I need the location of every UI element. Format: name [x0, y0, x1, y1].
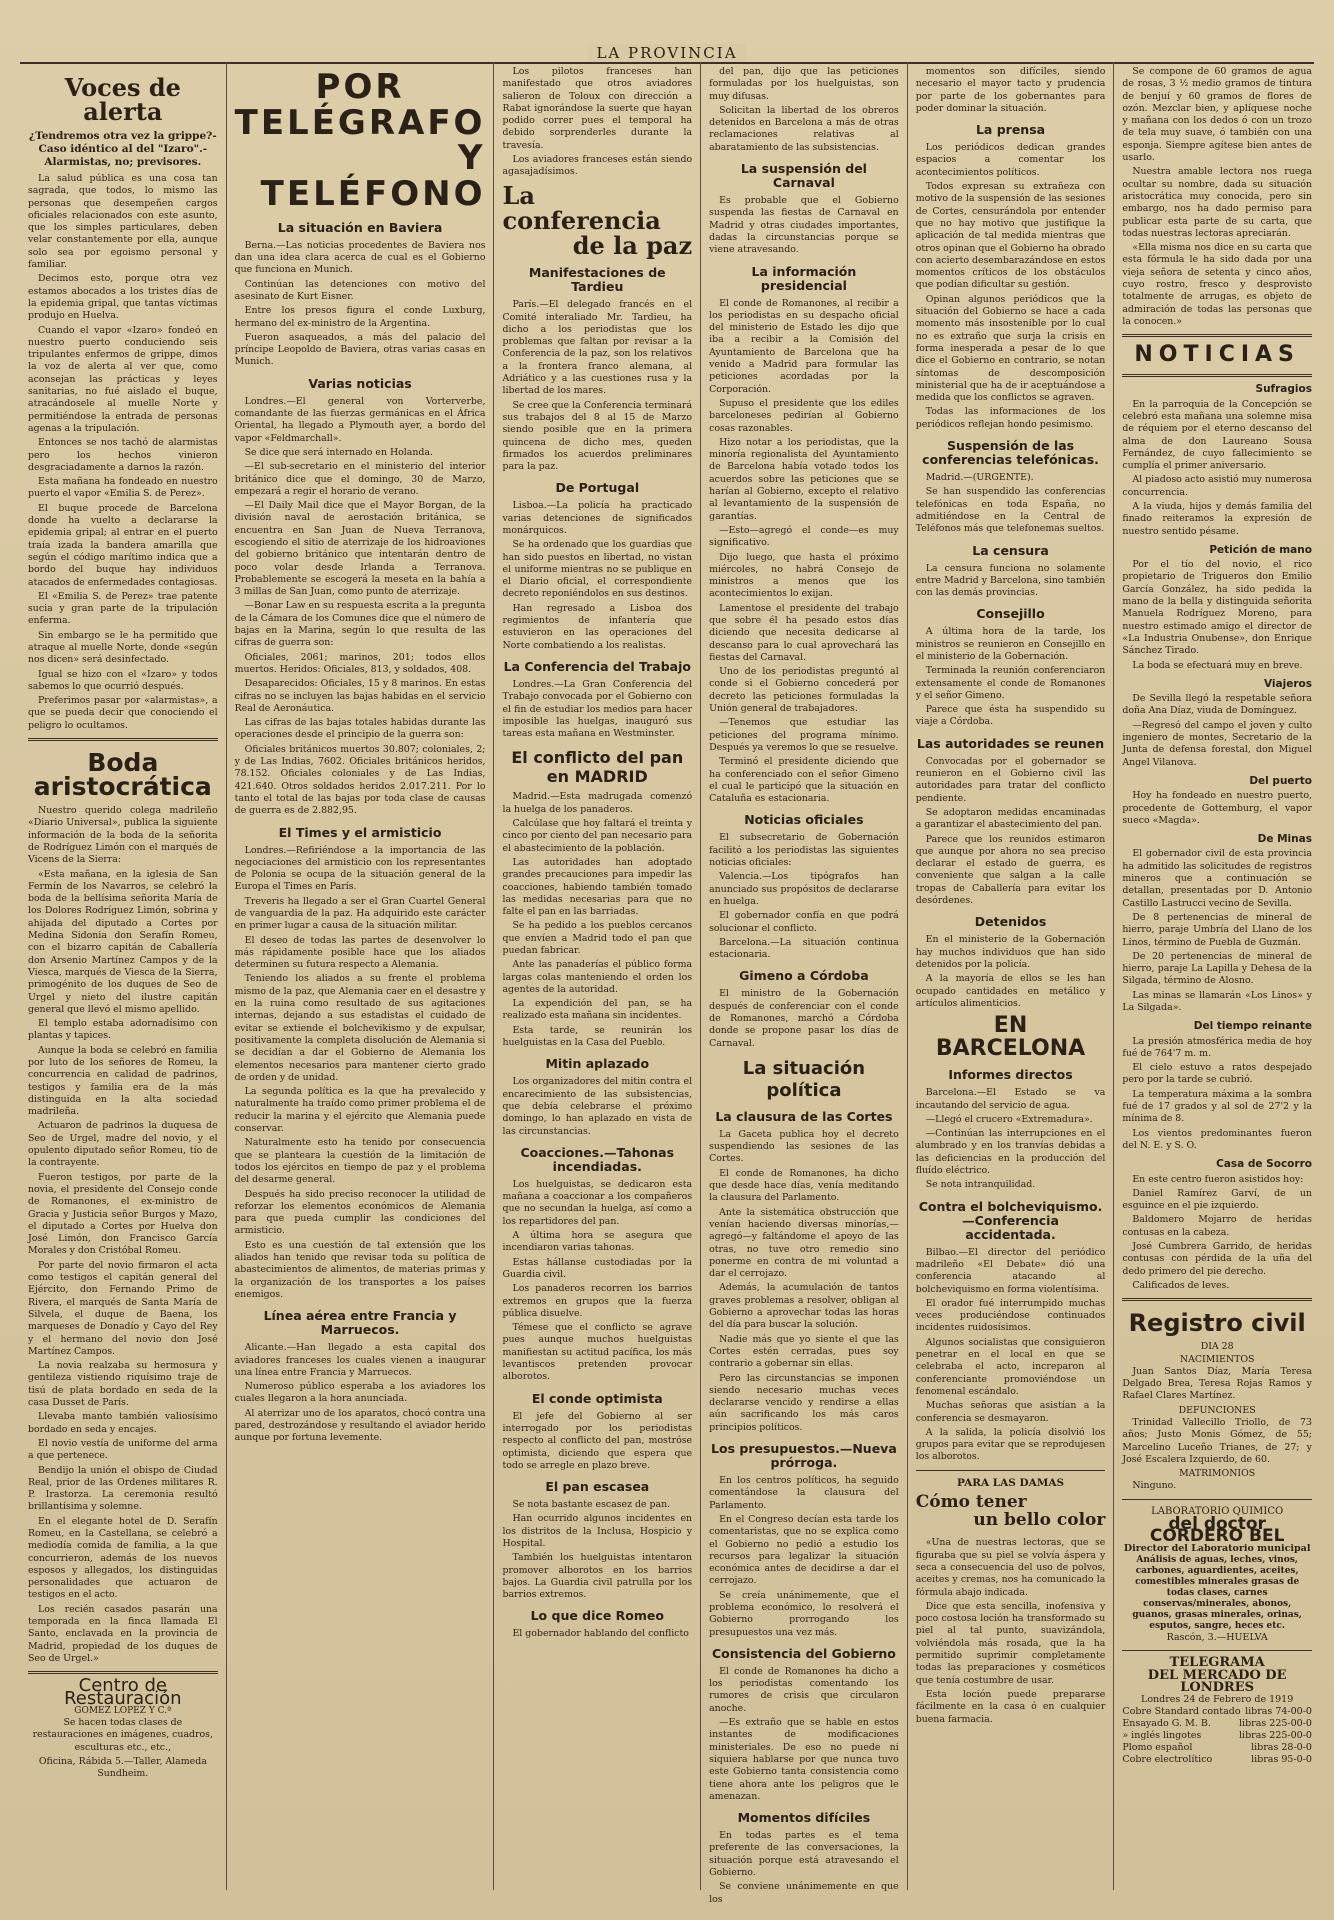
headline-bello-color: Cómo tener un bello color: [915, 1491, 1106, 1530]
price-row: [1122, 1754, 1312, 1766]
price-label: » inglés lingotes: [1122, 1730, 1202, 1742]
columns: [20, 62, 1320, 1905]
headline-barcelona: EN BARCELONA: [935, 1013, 1086, 1062]
column-6: Se compone de 60 gramos de agua de rosas, 3 ½ medio gramos de tintura de benjuí y 60 gramos de flores de ozón. Mezclar bien, y aplíquese noche y mañana con los dedos ó con un trozo de tela muy suave, ó también con una esponja. Siempre agítese bien antes de usarlo. Nuestra amable lectora nos ruega ocultar su nombre, dada su situación aristocrática muy conocida, pero sin embargo, nos ha dado permiso para publicar esta parte de su carta, que todas nuestras lectoras apreciarán. «Ella misma nos dice en su carta que esta fórmula le ha sido dada por una vieja señora de setenta y cinco años, cuyo rostro, fresco y desprovisto totalmente de arrugas, es objeto de admiración de todas las personas que la conocen.» NOTICIAS Sufragios En la parroquia de la Concepción se celebró esta mañana una solemne misa de réquiem por el eterno descanso del alma de don Laureano Sousa Fernández, de cuyo fallecimiento se cumplía el primer aniversario. Al piadoso acto asistió muy numerosa concurrencia. A la viuda, hijos y demás familia del finado reiteramos la expresión de nuestro sentido pésame. Petición de mano Por el tío del novio, el rico propietario de Trigueros don Emilio García González, ha sido pedida la mano de la bella y distinguida señorita Manuela Rodríguez Moreno, para nuestro estimado amigo el director de «La Industria Onubense», don Enrique Sánchez Tirado. La boda se efectuará muy en breve. Viajeros De Sevilla llegó la respetable señora doña Ana Díaz, viuda de Domínguez. —Regresó del campo el joven y culto ingeniero de montes, Secretario de la Junta de defensa forestal, don Miguel Angel Vilanova. Del puerto Hoy ha fondeado en nuestro puerto, procedente de Gottemburg, el vapor sueco «Magda». De Minas El gobernador civil de esta provincia ha admitido las solicitudes de registros mineros que a continuación se detallan, presentadas por D. Antonio Castillo Lastrucci vecino de Sevilla. De 8 pertenencias de mineral de hierro, paraje Umbría del Llano de los Linos, término de Puebla de Guzmán. De 20 pertenencias de mineral de hierro, paraje La Lapilla y Dehesa de la Silgada, término de Alosno. Las minas se llamarán «Los Linos» y La Silgada». Del tiempo reinante La presión atmosférica media de hoy fué de 764'7 m. m. El cielo estuvo a ratos despejado pero por la tarde se cubrió. La temperatura máxima a la sombra fué de 17 grados y al sol de 27'2 y la mínima de 8. Los vientos predominantes fueron del N. E. y S. O. Casa de Socorro En este centro fueron asistidos hoy: Daniel Ramírez Garví, de un esguince en el pie izquierdo. Baldomero Mojarro de heridas contusas en la cabeza. José Cumbrera Garrido, de heridas contusas con pérdida de la uña del dedo primero del pie derecho. Calificados de leves. Registro civil DIA 28 NACIMIENTOS Juan Santos Díaz, María Teresa Delgado Brea, Teresa Rojas Ramos y Rafael Clares Martínez. DEFUNCIONES Trinidad Vallecillo Triollo, de 73 años; Justo Monis Gómez, de 55; Marcelino Luceño Trianes, de 27; y José Escalera Izquierdo, de 60. MATRIMONIOS Ninguno. LABORATORIO QUIMICO del doctor CORDERO BEL Director del Laboratorio municipal Análisis de aguas, leches, vinos, carbones, aguardientes, aceites, comestibles minerales grasas de todas clases, carnes conservas/minerales, abonos, guanos, grasas minerales, orinas, esputos, sangre, heces etc. Rascón, 3.—HUELVA TELEGRAMA DEL MERCADO DE LONDRES Londres 24 de Febrero de 1919 Cobre Standard contado libras 74-00-0 Ensayado G. M. B. libras 225-00-0 » inglés lingotes libras 225-00-0 Plomo español libras 28-0-0 Cobre electrolítico libras 95-0-0: [1122, 66, 1312, 1766]
headline-telegrafo: POR TELÉGRAFO Y TELÉFONO: [234, 67, 486, 215]
price-row: [1122, 1718, 1312, 1730]
column-2: POR TELÉGRAFO Y TELÉFONO La situación en Baviera Berna.—Las noticias procedentes de Baviera nos dan una idea clara acerca de cual es el Gobierno que funciona en Munich. Continúan las detenciones con motivo del asesinato de Kurt Eisner. Entre los presos figura el conde Luxburg, hermano del ex-ministro de la Argentina. Fueron asaqueados, a más del palacio del príncipe Leopoldo de Baviera, otras varias casas en Munich. Varias noticias Londres.—El general von Vorterverbe, comandante de las fuerzas germánicas en el África Oriental, ha llegado a Plymouth ayer, a bordo del vapor «Feldmarchall». Se dice que será internado en Holanda. —El sub-secretario en el ministerio del interior británico dice que el domingo, 30 de Marzo, empezará a regir el horario de verano. —El Daily Mail dice que el Mayor Borgan, de la división naval de aerostación británica, se encuentra en San Juan de Nueva Terranova, escogiendo el sitio de aterrizaje de los hidroaviones del gobierno británico que intentarán dentro de poco volar desde Irlanda a Terranova. Probablemente se escogerá la meseta en la bahía a 3 millas de San Juan, como punto de aterrizaje. —Bonar Law en su respuesta escrita a la pregunta de la Cámara de los Comunes dice que el número de bajas en la Marina, según lo que resulta de las cifras de guerra son: Oficiales, 2061; marinos, 201; todos ellos muertos. Heridos: Oficiales, 813, y soldados, 408. Desaparecidos: Oficiales, 15 y 8 marinos. En estas cifras no se incluyen las bajas habidas en el servicio Real de Aeronáutica. Las cifras de las bajas totales habidas durante las operaciones desde el principio de la guerra son: Oficiales británicos muertos 30.807; coloniales, 2; y de Las Indias, 7602. Oficiales británicos heridos, 78.152. Oficiales coloniales y de Las Indias, 421.640. Otros soldados heridos 2.017.211. Por lo tanto el total de las bajas por toda clase de causas de guerra es de 2.882,95. El Times y el armisticio Londres.—Refiriéndose a la importancia de las negociaciones del armisticio con los representantes de Polonia se ocupa de la situación general de la Europa el Times en París. Treveris ha llegado a ser el Gran Cuartel General de vanguardia de la paz. Ha adquirido este carácter en primer lugar a causa de la situación militar. El deseo de todas las partes de desenvolver lo más rápidamente posible hace que los aliados determinen su futura respecto a Alemania. Teniendo los aliados a su frente el problema mismo de la paz, que Alemania caer en el desastre y en la ruina como resultado de sus agitaciones internas, dejando a sus estadistas el cuidado de evitar se extiende el bolchevikismo y de expulsar, positivamente la completa disolución de Alemania si se decidían a dar el Gobierno de Alemania los elementos necesarios para mantener cierto grado de orden y de unidad. La segunda política es la que ha prevalecido y naturalmente ha traído como primer problema el de reducir la marina y el ejército que Alemania puede conservar. Naturalmente esto ha tenido por consecuencia que se planteara la cuestión de la limitación de todos los ejércitos en tiempo de paz y el problema del desarme general. Después ha sido preciso reconocer la utilidad de reforzar los elementos económicos de Alemania para que pueda cumplir las condiciones del armisticio. Esto es una cuestión de tal extensión que los aliados han tenido que revisar toda su política de abastecimientos de alimentos, de materias primas y la organización de los transportes a los países enemigos. Línea aérea entre Francia y Marruecos. Alicante.—Han llegado a esta capital dos aviadores franceses los cuales vienen a inaugurar una línea entre Francia y Marruecos. Numeroso público esperaba a los aviadores los cuales llegaron a la hora anunciada. Al aterrizar uno de los aparatos, chocó contra una pared, destrozándose y resultando el aviador herido aunque por fortuna levemente.: [227, 62, 495, 1890]
price-value: libras 225-00-0: [1239, 1718, 1312, 1730]
price-label: Cobre Standard contado: [1122, 1706, 1241, 1718]
column-1: Voces de alerta ¿Tendremos otra vez la grippe?-Caso idéntico al del "Izaro".-Alarmistas, no; previsores. La salud pública es una cosa tan sagrada, que todos, lo mismo las personas que desempeñen cargos oficiales relacionados con este asunto, que los simples particulares, deben velar constantemente por ella, aunque solo sea por egoismo personal y familiar. Decimos esto, porque otra vez estamos abocados a los tristes días de la epidemia gripal, que tantas víctimas produjo en Huelva. Cuando el vapor «Izaro» fondeó en nuestro puerto conduciendo seis tripulantes enfermos de grippe, dimos la voz de alerta al ver que, como aconsejan las prácticas y leyes sanitarias, no fué aislado el buque, atracándosele al muelle Norte y permitiéndose la entrada de personas agenas a la tripulación. Entonces se nos tachó de alarmistas pero los hechos vinieron desgraciadamente a darnos la razón. Esta mañana ha fondeado en nuestro puerto el vapor «Emilia S. de Perez». El buque procede de Barcelona donde ha vuelto a declararse la epidemia gripal; al entrar en el puerto traía izada la bandera amarilla que según el código marítimo indica que a bordo del buque hay individuos atacados de enfermedades contagiosas. El «Emilia S. de Perez» trae patente sucia y gran parte de la tripulación enferma. Sin embargo se le ha permitido que atraque al muelle Norte, donde «según nos dicen» será desinfectado. Igual se hizo con el «Izaro» y todos sabemos lo que ocurrió después. Preferimos pasar por «alarmistas», a que se pueda decir que conociendo el peligro lo ocultamos. Boda aristocrática Nuestro querido colega madrileño «Diario Universal», publica la siguiente información de la boda de la señorita de Rodríguez Limón con el marqués de Vicens de la Sierra: «Esta mañana, en la iglesia de San Fermín de los Navarros, se celebró la boda de la bellísima señorita María de los Dolores Rodríguez Limón, sobrina y ahijada del diputado a Cortes por Medina Sidonia don Serafín Romeu, con el bizarro capitán de Caballería don Arsenio Martínez Campos y de la Viesca, marqués de Viesca de la Sierra, primogénito de los duques de Seo de Urgel y nieto del ilustre capitán general que llevó el mismo apellido. El templo estaba adornadísimo con plantas y tapices. Aunque la boda se celebró en familia por luto de los señores de Romeu, la concurrencia en calidad de padrinos, testigos y familia era de la más distinguida en la alta sociedad madrileña. Actuaron de padrinos la duquesa de Seo de Urgel, madre del novio, y el opulento diputado señor Romeu, tío de la contrayente. Fueron testigos, por parte de la novia, el presidente del Consejo conde de Romanones, el ex-ministro de Gracia y Justicia señor Burgos y Mazo, el diputado a Cortes por Huelva don José Limón, don Francisco García Morales y don Cristóbal Romeu. Por parte del novio firmaron el acta como testigos el capitán general del Ejército, don Fernando Primo de Rivera, el marqués de Santa María de Silvela, el duque de Baena, los marqueses de Donadío y Cayo del Rey y el hermano del novio don José Martínez Campos. La novia realzaba su hermosura y gentileza vistiendo riquísimo traje de tisú de plata bordado en seda de la casa Dusset de París. Llevaba manto también valiosísimo bordado en seda y encajes. El novio vestía de uniforme del arma a que pertenece. Bendijo la unión el obispo de Ciudad Real, prior de las Ordenes militares R. P. Irastorza. La ceremonia resultó brillantísima y solemne. En el elegante hotel de D. Serafín Romeu, en la Castellana, se celebró a mediodía comida de familia, a la que concurrieron, además de los nuevos esposos y allegados, los distinguidas personalidades que actuaron de testigos en el acto. Los recién casados pasarán una temporada en la finca llamada El Santo, enclavada en la provincia de Madrid, propiedad de los duques de Seo de Urgel.» Centro de Restauración GOMEZ LOPEZ Y C.ª Se hacen todas clases de restauraciones en imágenes, cuadros, esculturas etc., etc., Oficina, Rábida 5.—Taller, Alameda Sundheim.: [20, 62, 227, 1890]
price-value: libras 95-0-0: [1251, 1754, 1312, 1766]
ad-restauracion: Centro de Restauración GOMEZ LOPEZ Y C.ª Se hacen todas clases de restauraciones en imágenes, cuadros, esculturas etc., etc., Oficina, Rábida 5.—Taller, Alameda Sundheim.: [32, 1675, 213, 1780]
column-3: Los pilotos franceses han manifestado que otros aviadores salieron de Toloux con dirección a Rabat ignorándose la suerte que hayan podido correr pues el temporal ha debido sorprenderles durante la travesía. Los aviadores franceses están siendo agasajadísimos. La conferencia de la paz Manifestaciones de Tardieu París.—El delegado francés en el Comité interaliado Mr. Tardieu, ha dicho a los periodistas que los problemas que faltan por revisar a la Conferencia de la paz, son los relativos a la frontera franco alemana, al Adriático y a las cuestiones rusa y la libertad de los mares. Se cree que la Conferencia terminará sus trabajos del 8 al 15 de Marzo siendo posible que en la primera quincena de dicho mes, queden firmados los acuerdos preliminares para la paz. De Portugal Lisboa.—La policía ha practicado varias detenciones de significados monárquicos. Se ha ordenado que los guardias que han sido puestos en libertad, no vistan el uniforme mientras no se publique en el Diario oficial, el correspondiente decreto reponiéndolos en sus destinos. Han regresado a Lisboa dos regimientos de infantería que estuvieron en las operaciones del Norte combatiendo a los realistas. La Conferencia del Trabajo Londres.—La Gran Conferencia del Trabajo convocada por el Gobierno con el fin de estudiar los medios para hacer imposible las huelgas, inauguró sus tareas esta mañana en Westminster. El conflicto del pan en MADRID Madrid.—Esta madrugada comenzó la huelga de los panaderos. Calcúlase que hoy faltará el treinta y cinco por ciento del pan necesario para el abastecimiento de la población. Las autoridades han adoptado grandes precauciones para impedir las coacciones, habiendo también tomado las medidas necesarias para que no falte el pan en las barriadas. Se ha pedido a los pueblos cercanos que envíen a Madrid todo el pan que puedan fabricar. Ante las panaderías el público forma largas colas manteniendo el orden los agentes de la autoridad. La expendición del pan, se ha realizado esta mañana sin incidentes. Esta tarde, se reunirán los huelguistas en la Casa del Pueblo. Mitin aplazado Los organizadores del mitin contra el encarecimiento de las subsistencias, que debía celebrarse el próximo domingo, lo han aplazado en vista de las circunstancias. Coacciones.—Tahonas incendiadas. Los huelguistas, se dedicaron esta mañana a coaccionar a los compañeros que no secundan la huelga, así como a los repartidores del pan. A última hora se asegura que incendiaron varias tahonas. Estas hállanse custodiadas por la Guardia civil. Los panaderos recorren los barrios extremos en grupos que la fuerza pública disuelve. Témese que el conflicto se agrave pues aunque muchos huelguistas manifiestan su actitud pacífica, los más levantiscos pretenden provocar alborotos. El conde optimista El jefe del Gobierno al ser interrogado por los periodistas respecto al conflicto del pan, mostróse optimista, diciendo que espera que todo se arregle en plazo breve. El pan escasea Se nota bastante escasez de pan. Han ocurrido algunos incidentes en los distritos de la Inclusa, Hospicio y Hospital. También los huelguistas intentaron promover alborotos en los barrios bajos. La Guardia civil patrulla por los barrios extremos. Lo que dice Romeo El gobernador hablando del conflicto: [494, 62, 701, 1890]
price-label: Plomo español: [1122, 1742, 1193, 1754]
headline-conferencia: La conferencia de la paz: [502, 180, 693, 261]
telegrama-mercado: TELEGRAMA DEL MERCADO DE LONDRES Londres 24 de Febrero de 1919 Cobre Standard contado libras 74-00-0 Ensayado G. M. B. libras 225-00-0 » inglés lingotes libras 225-00-0 Plomo español libras 28-0-0 Cobre electrolítico libras 95-0-0: [1122, 1655, 1312, 1766]
headline-noticias: NOTICIAS: [1134, 342, 1300, 368]
price-value: libras 74-00-0: [1245, 1706, 1312, 1718]
price-row: [1122, 1742, 1312, 1754]
ad-laboratorio: LABORATORIO QUIMICO del doctor CORDERO BEL Director del Laboratorio municipal Análisis de aguas, leches, vinos, carbones, aguardientes, aceites, comestibles minerales grasas de todas clases, carnes conservas/minerales, abonos, guanos, grasas minerales, orinas, esputos, sangre, heces etc. Rascón, 3.—HUELVA: [1123, 1505, 1311, 1643]
column-4: del pan, dijo que las peticiones formuladas por los huelguistas, son muy difusas. Solicitan la libertad de los obreros detenidos en Barcelona a más de otras reclamaciones relativas al abaratamiento de las subsistencias. La suspensión del Carnaval Es probable que el Gobierno suspenda las fiestas de Carnaval en Madrid y otras ciudades importantes, dadas la circunstancias porque se viene atravesando. La información presidencial El conde de Romanones, al recibir a los periodistas en su despacho oficial del ministerio de Estado les dijo que iba a recibir a la Comisión del Ayuntamiento de Barcelona que ha venido a Madrid para formular las peticiones acordadas por la Corporación. Supuso el presidente que los ediles barceloneses pedirían al Gobierno cosas razonables. Hizo notar a los periodistas, que la minoría regionalista del Ayuntamiento de Barcelona había votado todos los acuerdos sobre las peticiones que se harían al Gobierno, excepto el relativo al levantamiento de la suspensión de garantías. —Esto—agregó el conde—es muy significativo. Dijo luego, que hasta el próximo miércoles, no habrá Consejo de ministros a menos que los acontecimientos lo exijan. Lamentose el presidente del trabajo que sobre él ha pesado estos días diciendo que necesita dedicarse al descanso para lo cual aprovechará las fiestas del Carnaval. Uno de los periodistas preguntó al conde si el Gobierno concederá por decreto las peticiones formuladas la Unión general de trabajadores. —Tenemos que estudiar las peticiones del programa mínimo. Después ya veremos lo que se resuelve. Terminó el presidente diciendo que ha conferenciado con el señor Gimeno el cual le participó que la situación en Cataluña es estacionaria. Noticias oficiales El subsecretario de Gobernación facilitó a los periodistas las siguientes noticias oficiales: Valencia.—Los tipógrafos han anunciado sus propósitos de declararse en huelga. El gobernador confía en que podrá solucionar el conflicto. Barcelona.—La situación continua estacionaria. Gimeno a Córdoba El ministro de la Gobernación después de conferenciar con el conde de Romanones, marchó a Córdoba donde se propone pasar los días de Carnaval. La situación política La clausura de las Cortes La Gaceta publica hoy el decreto suspendiendo las sesiones de las Cortes. El conde de Romanones, ha dicho que desde hace días, venía meditando la clausura del Parlamento. Ante la sistemática obstrucción que venían haciendo diversas minorías,—agregó—y faltándome el apoyo de las otras, no tuve otro remedio sino ponerme en contra de mi voluntad a dar el cerrojazo. Además, la acumulación de tantos graves problemas a resolver, obligan al Gobierno a aprovechar todas las horas del día para buscar la solución. Nadie más que yo siente el que las Cortes estén cerradas, pues soy contrario a gobernar sin ellas. Pero las circunstancias se imponen siendo necesario muchas veces declararse vencido y rendirse a ellas aún sacrificando los más caros principios políticos. Los presupuestos.—Nueva prórroga. En los centros políticos, ha seguido comentándose la clausura del Parlamento. En el Congreso decían esta tarde los comentaristas, que no se explica como el Gobierno no pedió a estudio los recursos para legalizar la situación económica antes de decidirse a dar el cerrojazo. Se creía unánimemente, que el problema económico, lo resolverá el Gobierno prorrogando los presupuestos una vez más. Consistencia del Gobierno El conde de Romanones ha dicho a los periodistas comentando los rumores de crisis que circularon anoche. —Es extraño que se hable en estos instantes de modificaciones ministeriales. De eso no puede ni siquiera hablarse por que nunca tuvo este Gobierno tanta consistencia como tiene ahora ante los peligros que le amenazan. Momentos difíciles En todas partes es el tema preferente de las conversaciones, la situación porque está atravesando el Gobierno. Se conviene unánimemente en que los: [701, 62, 908, 1890]
column-5: momentos son difíciles, siendo necesario el mayor tacto y prudencia por parte de los gobernantes para poder dominar la situación. La prensa Los periódicos dedican grandes espacios a comentar los acontecimientos políticos. Todos expresan su extrañeza con motivo de la suspensión de las sesiones de Cortes, censurándola por entender que no hay motivo que justifique la aplicación de tal medida mientras que otros opinan que el Gobierno ha obrado con acierto desembarazándose en estos momentos críticos de los obstáculos que podían dificultar su gestión. Opinan algunos periódicos que la situación del Gobierno se hace a cada momento más insostenible por lo cual no es extraño que surja la crisis en forma inesperada a pesar de lo que dice el Gobierno en contrario, se notan síntomas de descomposición ministerial que ha de ir aceptuándose a medida que los conflictos se agraven. Todas las informaciones de los periódicos reflejan hondo pesimismo. Suspensión de las conferencias telefónicas. Madrid.—(URGENTE). Se han suspendido las conferencias telefónicas en toda España, no admitiéndose en la Central de Teléfonos más que telefonemas sueltos. La censura La censura funciona no solamente entre Madrid y Barcelona, sino también con las demás provincias. Consejillo A última hora de la tarde, los ministros se reunieron en Consejillo en el ministerio de la Gobernación. Terminada la reunión conferenciaron extensamente el conde de Romanones y el señor Gimeno. Parece que ésta ha suspendido su viaje a Córdoba. Las autoridades se reunen Convocadas por el gobernador se reunieron en el Gobierno civil las autoridades para tratar del conflicto pendiente. Se adoptaron medidas encaminadas a garantizar el abastecimiento del pan. Parece que los reunidos estimaron que aunque por ahora no sea preciso declarar el estado de guerra, es conveniente que salgan a la calle tropas de Caballería para evitar los desórdenes. Detenidos En el ministerio de la Gobernación hay muchos individuos que han sido detenidos por la policía. A la mayoría de ellos se les han ocupado cantidades en metálico y artículos alimenticios. EN BARCELONA Informes directos Barcelona.—El Estado se va incautando del servicio de agua. —Llegó el crucero «Extremadura». —Continúan las interrupciones en el alumbrado y en los tranvías debidas a las deficiencias en la producción del fluído eléctrico. Se nota intranquilidad. Contra el bolcheviquismo.—Conferencia accidentada. Bilbao.—El director del periódico madrileño «El Debate» dió una conferencia atacando al bolcheviquismo en forma violentísima. El orador fué interrumpido muchas veces produciéndose continuados incidentes ruidosísimos. Algunos socialistas que consiguieron penetrar en el local en que se celebraba el acto, increparon al conferenciante promoviéndose un fenomenal escándalo. Muchas señoras que asistían a la conferencia se desmayaron. A la salida, la policía disolvió los grupos para evitar que se reprodujesen los alborotos. PARA LAS DAMAS Cómo tener un bello color «Una de nuestras lectoras, que se figuraba que su piel se volvía áspera y seca a consecuencia del uso de polvos, aceites y cremas, nos ha comunicado la fórmula abajo indicada. Dice que esta sencilla, inofensiva y poco costosa loción ha transformado su piel al tal punto, suavizándola, volviéndola más rosada, que la ha permitido suprimir completamente todas las preparaciones y cosméticos que tenía costumbre de usar. Esta loción puede prepararse fácilmente en la casa ó en cualquier buena farmacia.: [908, 62, 1115, 1890]
article-title-voces: Voces de alerta: [64, 73, 181, 126]
price-table: [1122, 1706, 1312, 1766]
article-subtitle-voces: ¿Tendremos otra vez la grippe?-Caso idéntico al del "Izaro".-Alarmistas, no; previsores.: [28, 130, 217, 168]
article-title-boda: Boda aristocrática: [33, 748, 212, 802]
price-label: Cobre electrolítico: [1122, 1754, 1213, 1766]
price-label: Ensayado G. M. B.: [1122, 1718, 1211, 1730]
headline-registro-civil: Registro civil: [1128, 1309, 1306, 1338]
price-value: libras 28-0-0: [1251, 1742, 1312, 1754]
price-row: [1122, 1730, 1312, 1742]
price-row: [1122, 1706, 1312, 1718]
price-value: libras 225-00-0: [1239, 1730, 1312, 1742]
masthead: LA PROVINCIA: [20, 44, 1314, 64]
